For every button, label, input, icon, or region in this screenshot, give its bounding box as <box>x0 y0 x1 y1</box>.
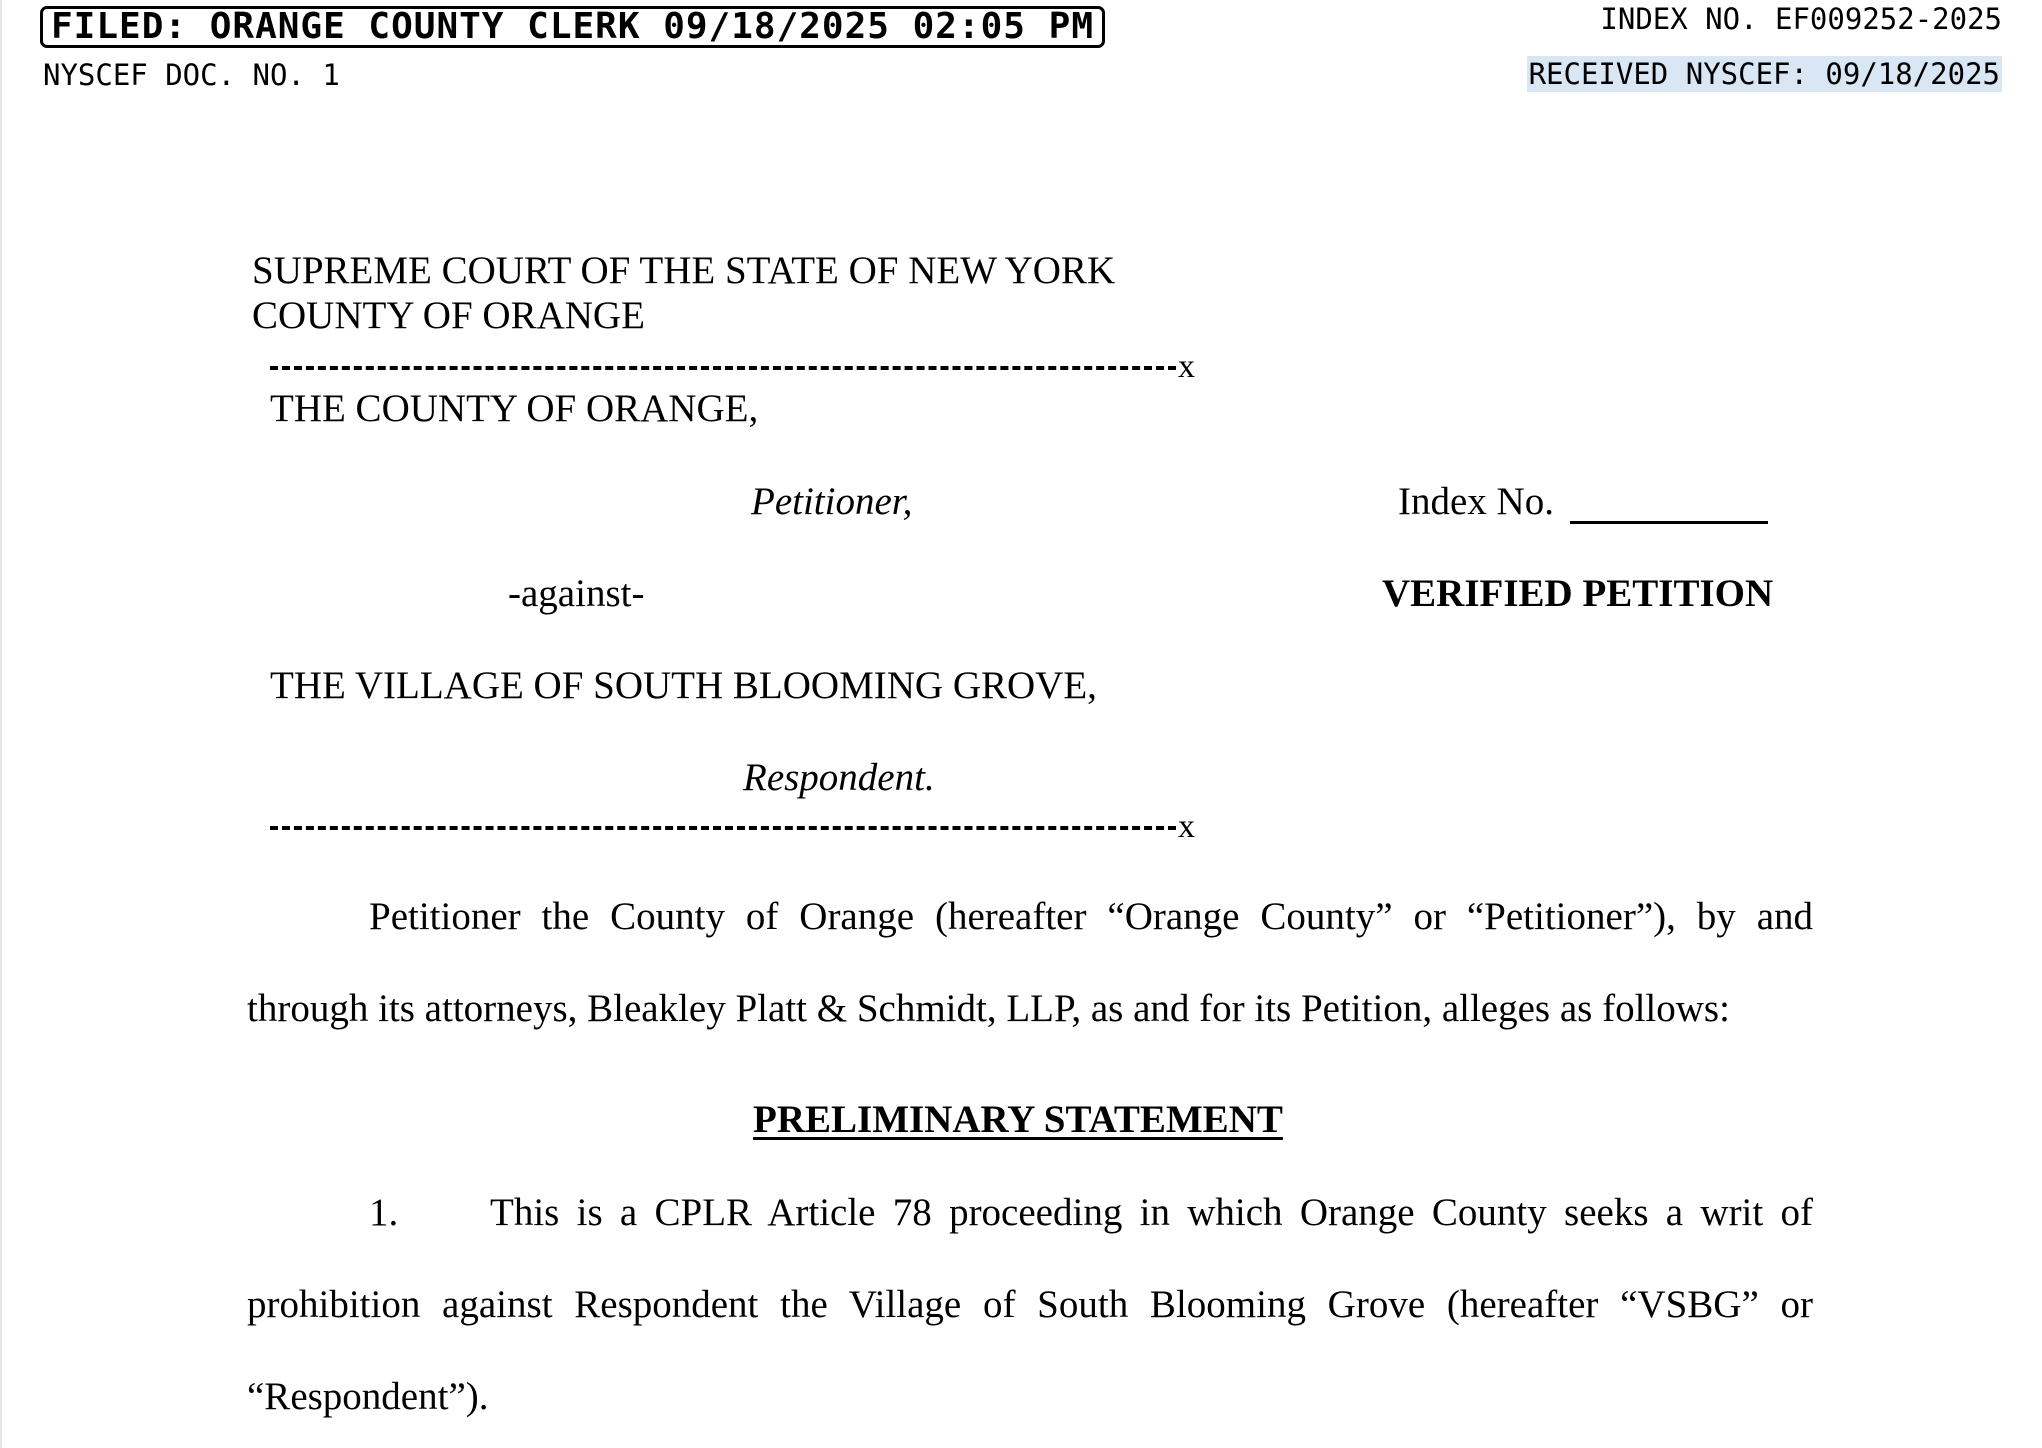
index-number-blank <box>1570 521 1768 524</box>
court-name: SUPREME COURT OF THE STATE OF NEW YORK <box>252 249 1116 292</box>
paragraph-1-line-3: “Respondent”). <box>247 1375 489 1418</box>
caption-top-rule <box>270 366 1176 370</box>
petitioner-name: THE COUNTY OF ORANGE, <box>270 387 759 430</box>
intro-line-2: through its attorneys, Bleakley Platt & Schmidt, LLP, as and for its Petition, alleges as follows: <box>247 987 1730 1030</box>
caption-top-rule-mark: x <box>1178 348 1195 385</box>
document-title: VERIFIED PETITION <box>1382 572 1774 615</box>
received-nyscef-date[interactable]: RECEIVED NYSCEF: 09/18/2025 <box>1528 57 2000 91</box>
intro-line-1: Petitioner the County of Orange (hereafter “Orange County” or “Petitioner”), by and <box>369 895 1813 938</box>
caption-bottom-rule <box>270 826 1176 830</box>
index-number-label: Index No. <box>1398 480 1554 523</box>
paragraph-1-line-1: This is a CPLR Article 78 proceeding in which Orange County seeks a writ of <box>490 1191 1813 1234</box>
nyscef-doc-number: NYSCEF DOC. NO. 1 <box>43 58 340 92</box>
against-label: -against- <box>508 572 645 615</box>
index-number-header: INDEX NO. EF009252-2025 <box>1600 2 2002 36</box>
filed-stamp: FILED: ORANGE COUNTY CLERK 09/18/2025 02:05 PM <box>40 6 1105 48</box>
county-name: COUNTY OF ORANGE <box>252 294 645 337</box>
caption-bottom-rule-mark: x <box>1178 808 1195 845</box>
respondent-name: THE VILLAGE OF SOUTH BLOOMING GROVE, <box>270 664 1097 707</box>
respondent-role: Respondent. <box>743 756 935 799</box>
petitioner-role: Petitioner, <box>751 480 913 523</box>
paragraph-number: 1. <box>369 1191 399 1234</box>
section-heading: PRELIMINARY STATEMENT <box>753 1098 1283 1141</box>
paragraph-1-line-2: prohibition against Respondent the Village of South Blooming Grove (hereafter “VSBG” or <box>247 1283 1813 1326</box>
